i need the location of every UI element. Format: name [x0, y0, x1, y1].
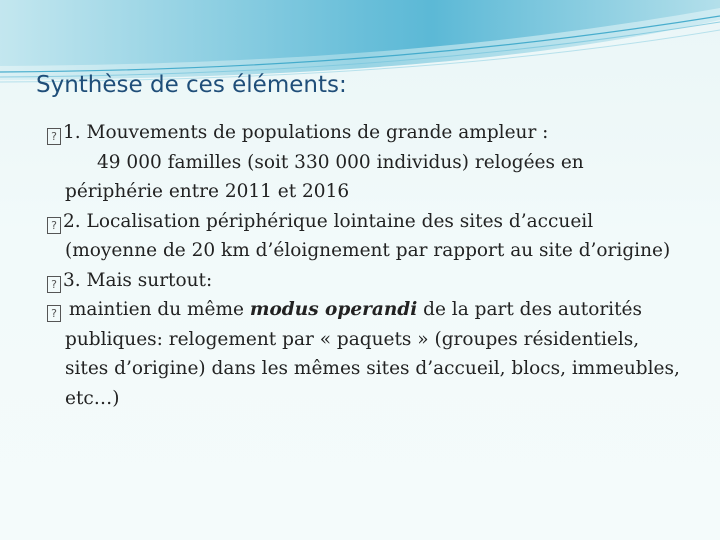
item-text: 49 000 familles (soit 330 000 individus) relogées en périphérie entre 2011 et 2016	[65, 151, 584, 202]
item-text-after: de la part des autorités publiques: relogement par « paquets » (groupes résidentiels, sites d’origine) dans les mêmes sites d’accueil, blocs, immeubles, etc…)	[65, 299, 680, 409]
item-emphasis: modus operandi	[249, 299, 418, 320]
slide-body	[47, 118, 687, 413]
item-text: 1. Mouvements de populations de grande ampleur :	[63, 122, 549, 143]
list-item	[47, 266, 687, 296]
list-item	[47, 118, 687, 148]
bullet-glyph-icon: ?	[47, 305, 61, 322]
list-item-continuation	[47, 148, 687, 207]
list-item	[47, 295, 687, 413]
list-item	[47, 207, 687, 266]
item-text: 3. Mais surtout:	[63, 269, 213, 291]
bullet-glyph-icon: ?	[47, 217, 61, 234]
item-text: 2. Localisation périphérique lointaine des sites d’accueil (moyenne de 20 km d’éloignement par rapport au site d’origine)	[63, 210, 671, 261]
item-text-before: maintien du même	[63, 299, 250, 320]
slide-title: Synthèse de ces éléments:	[36, 72, 347, 98]
bullet-glyph-icon: ?	[47, 276, 61, 293]
bullet-glyph-icon: ?	[47, 128, 61, 145]
